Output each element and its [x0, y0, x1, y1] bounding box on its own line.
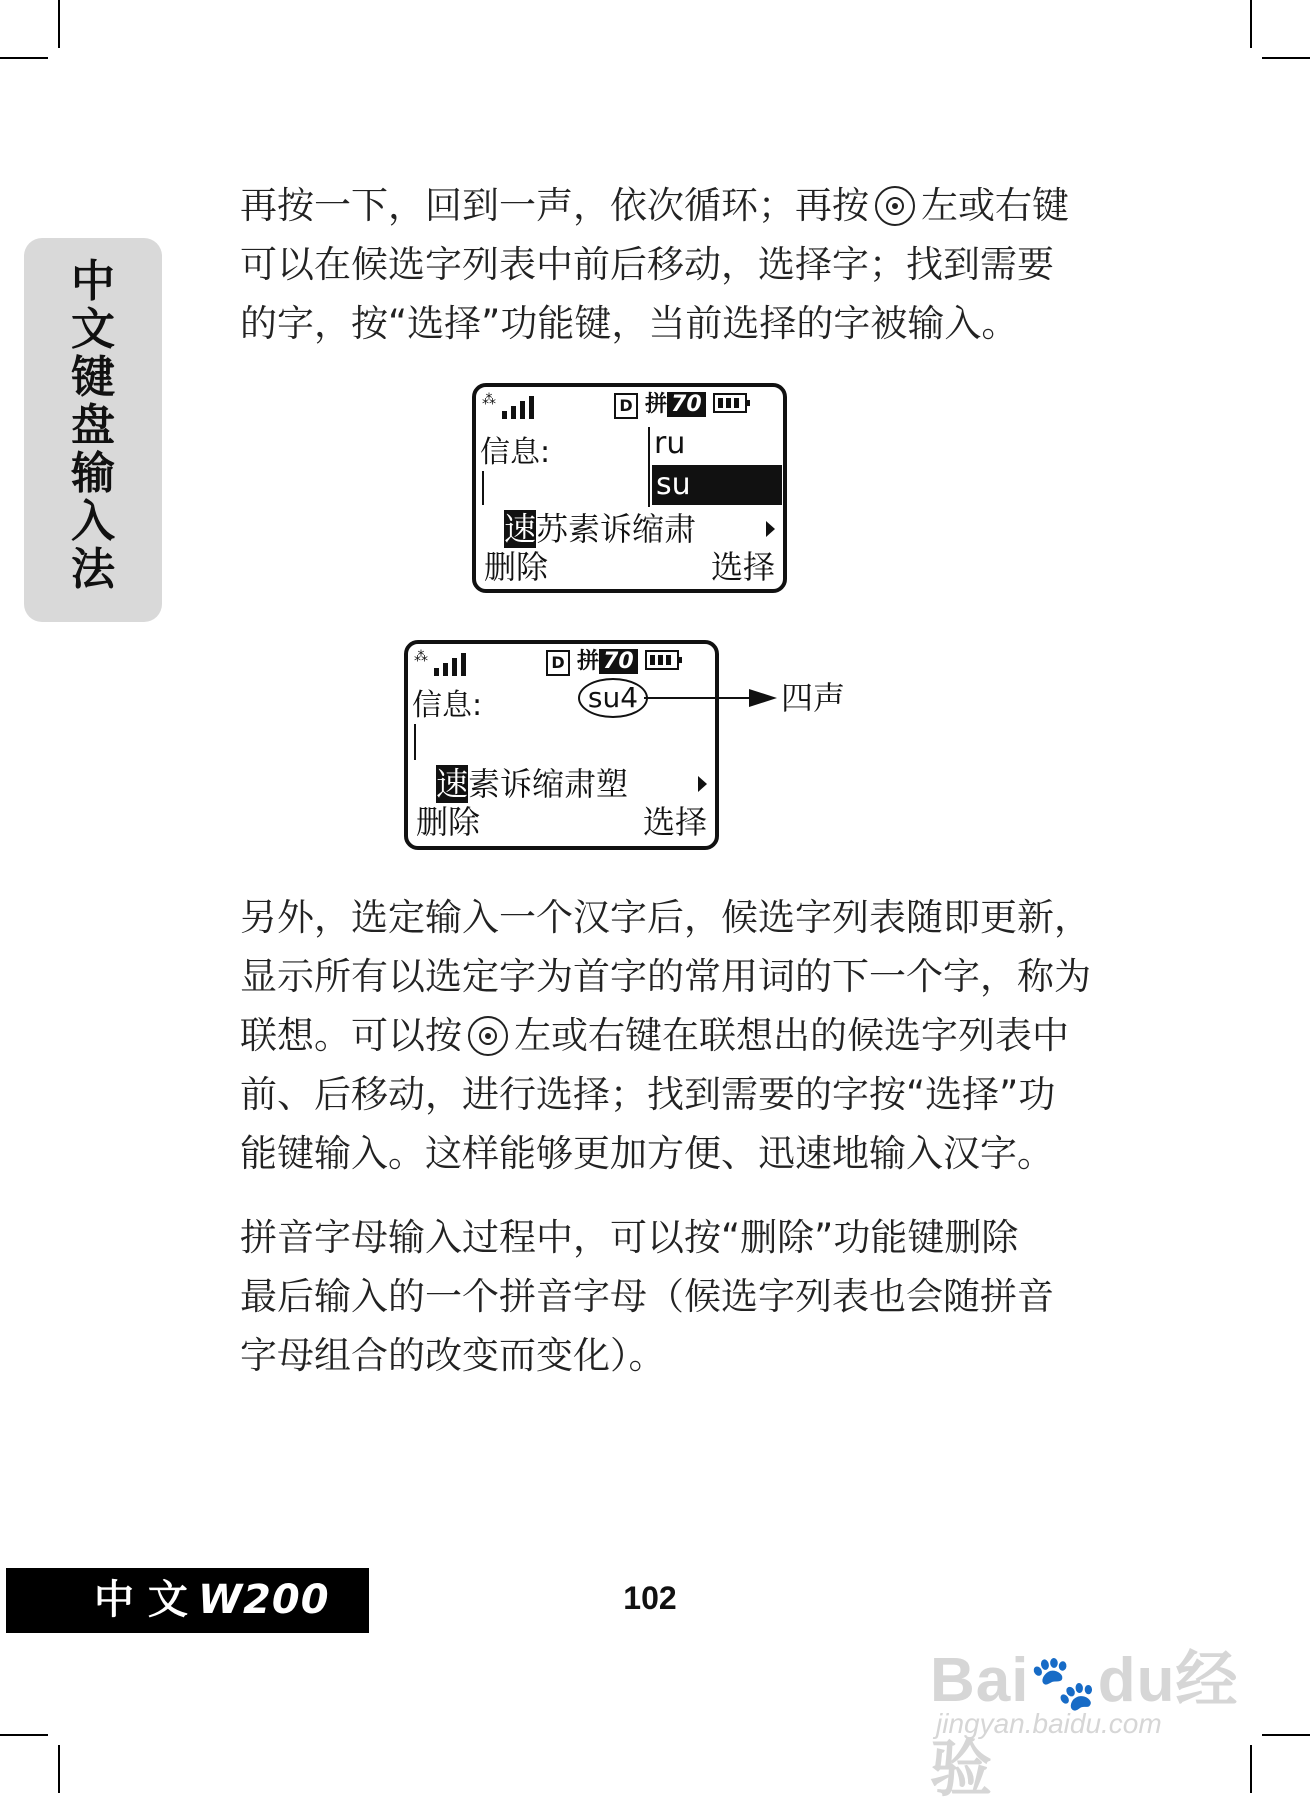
- input-mode-label: 拼: [645, 392, 668, 417]
- crop-mark: [1262, 1734, 1310, 1736]
- paragraph-2: [240, 888, 1092, 1183]
- candidate-selected: 速: [504, 510, 537, 548]
- signal-icon: ⁂: [482, 393, 538, 419]
- crop-mark: [1250, 0, 1252, 48]
- callout-line: [644, 697, 749, 699]
- chapter-tab-char: 输: [71, 448, 115, 499]
- callout-arrowhead-icon: [749, 689, 777, 707]
- chapter-tab: [24, 238, 162, 622]
- mode-d-icon: D: [546, 650, 570, 676]
- candidate-row: [504, 509, 696, 549]
- battery-icon: [713, 393, 747, 413]
- paragraph-line: 显示所有以选定字为首字的常用词的下一个字，称为: [240, 955, 1091, 998]
- paragraph-line: 最后输入的一个拼音字母（候选字列表也会随拼音: [240, 1275, 1054, 1318]
- paragraph-line: 能键输入。这样能够更加方便、迅速地输入汉字。: [240, 1132, 1054, 1175]
- text-cursor: [414, 724, 416, 760]
- watermark-url: jingyan.baidu.com: [936, 1708, 1162, 1739]
- chapter-tab-char: 文: [71, 304, 115, 355]
- paragraph-line: [240, 176, 1092, 235]
- input-count: 70: [667, 392, 706, 417]
- paragraph-line: 字母组合的改变而变化）。: [240, 1334, 666, 1377]
- chapter-tab-char: 盘: [71, 400, 115, 451]
- message-label: 信息:: [412, 688, 483, 723]
- list-cursor: [648, 427, 650, 507]
- paragraph-1: [240, 176, 1092, 353]
- callout-label: 四声: [781, 679, 846, 717]
- text-fragment: 左或右键: [921, 184, 1069, 227]
- input-count: 70: [599, 649, 638, 674]
- phone-screen-1: [472, 383, 787, 593]
- softkey-right: 选择: [642, 803, 707, 841]
- paragraph-3: [240, 1208, 1092, 1385]
- text-fragment: 联想。可以按: [240, 1014, 462, 1057]
- phone-screen-2: [404, 640, 719, 850]
- text-fragment: 左或右键在联想出的候选字列表中: [514, 1014, 1069, 1057]
- crop-mark: [1250, 1745, 1252, 1793]
- footer-model-bar: [6, 1568, 369, 1633]
- text-fragment: 再按一下，回到一声，依次循环；再按: [240, 184, 869, 227]
- page-number: 102: [623, 1580, 677, 1616]
- crop-mark: [0, 57, 48, 59]
- status-bar: [546, 648, 679, 676]
- candidate-selected: 速: [436, 765, 469, 803]
- paragraph-line: [240, 1006, 1092, 1065]
- mode-d-icon: D: [614, 393, 638, 419]
- paragraph-line: 前、后移动，进行选择；找到需要的字按“选择”功: [240, 1073, 1056, 1116]
- candidate-row: [436, 764, 628, 804]
- signal-icon: ⁂: [414, 650, 470, 676]
- nav-key-icon: [468, 1016, 508, 1056]
- right-arrow-icon: [698, 776, 707, 792]
- footer-model: W200: [197, 1577, 330, 1623]
- paragraph-line: 拼音字母输入过程中，可以按“删除”功能键删除: [240, 1216, 1019, 1259]
- battery-icon: [645, 650, 679, 670]
- message-label: 信息:: [480, 435, 551, 470]
- paragraph-line: 另外，选定输入一个汉字后，候选字列表随即更新，: [240, 896, 1091, 939]
- watermark-logo: Bai🐾du经验: [930, 1646, 1239, 1804]
- baidu-watermark: [930, 1630, 1250, 1804]
- chapter-tab-char: 中: [71, 256, 115, 307]
- chapter-tab-char: 键: [71, 352, 115, 403]
- candidate-list: 苏素诉缩肃: [536, 510, 697, 548]
- chapter-tab-char: 入: [71, 496, 115, 547]
- right-arrow-icon: [766, 521, 775, 537]
- paragraph-line: 可以在候选字列表中前后移动，选择字；找到需要: [240, 243, 1054, 286]
- crop-mark: [58, 0, 60, 48]
- crop-mark: [58, 1745, 60, 1793]
- crop-mark: [1262, 57, 1310, 59]
- softkey-left: 删除: [484, 548, 549, 586]
- chapter-tab-char: 法: [71, 544, 115, 595]
- pinyin-input: su4: [578, 678, 648, 718]
- pinyin-option-selected: su: [652, 465, 782, 505]
- nav-key-icon: [875, 186, 915, 226]
- text-cursor: [482, 471, 484, 505]
- status-bar: [614, 391, 747, 419]
- footer-language: 中 文: [94, 1577, 188, 1623]
- chapter-tab-title: [24, 258, 162, 594]
- candidate-list: 素诉缩肃塑: [468, 765, 629, 803]
- pinyin-option: ru: [654, 426, 686, 461]
- paragraph-line: 的字，按“选择”功能键，当前选择的字被输入。: [240, 302, 1019, 345]
- crop-mark: [0, 1734, 48, 1736]
- input-mode-label: 拼: [577, 649, 600, 674]
- softkey-right: 选择: [710, 548, 775, 586]
- softkey-left: 删除: [416, 803, 481, 841]
